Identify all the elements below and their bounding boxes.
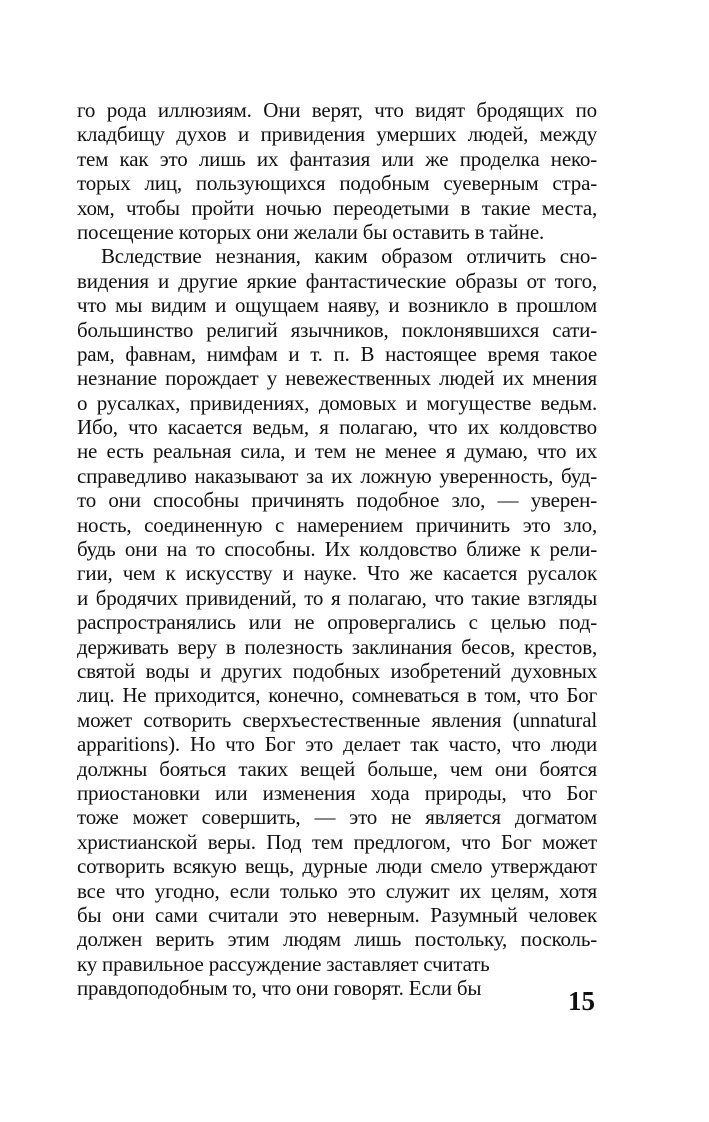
text-line: о русалках, привидениях, домовых и могуществе ведьм. [77, 390, 597, 415]
text-line: гии, чем к искусству и науке. Что же касается русалок [77, 561, 597, 586]
text-line: бы они сами считали это неверным. Разумный человек [77, 902, 597, 927]
page-number: 15 [568, 986, 595, 1016]
text-line: должны бояться таких вещей больше, чем они боятся [77, 756, 597, 781]
body-text [77, 98, 597, 1000]
text-line: может сотворить сверхъестественные явления (unnatural [77, 707, 597, 732]
text-line: рам, фавнам, нимфам и т. п. В настоящее время такое [77, 341, 597, 366]
text-line: кладбищу духов и привидения умерших людей, между [77, 122, 597, 147]
text-line: правдоподобным то, что они говорят. Если бы [77, 976, 482, 1001]
text-line: распространялись или не опровергались с целью под- [77, 610, 597, 635]
text-line: сотворить всякую вещь, дурные люди смело утверждают [77, 854, 597, 879]
text-line: все что угодно, если только это служит их целям, хотя [77, 878, 597, 903]
text-line: держивать веру в полезность заклинания бесов, крестов, [77, 634, 597, 659]
text-line: хом, чтобы пройти ночью переодетыми в такие места, [77, 195, 597, 220]
text-line: лиц. Не приходится, конечно, сомневаться в том, что Бог [77, 683, 597, 708]
text-line: го рода иллюзиям. Они верят, что видят бродящих по [77, 98, 597, 122]
text-line: торых лиц, пользующихся подобным суеверным стра- [77, 171, 597, 196]
text-line: ку правильное рассуждение заставляет считать [77, 951, 490, 976]
text-line: Ибо, что касается ведьм, я полагаю, что их колдовство [77, 415, 597, 440]
text-line: то они способны причинять подобное зло, — уверен- [77, 488, 597, 513]
text-line: видения и другие яркие фантастические образы от того, [77, 268, 597, 293]
text-line: ность, соединенную с намерением причинить это зло, [77, 512, 597, 537]
text-line: большинство религий язычников, поклонявшихся сати- [77, 317, 597, 342]
text-line: должен верить этим людям лишь постольку, посколь- [77, 927, 597, 952]
text-line: тоже может совершить, — это не является догматом [77, 805, 597, 830]
text-line: незнание порождает у невежественных людей их мнения [77, 366, 597, 391]
text-line: Вследствие незнания, каким образом отличить сно- [101, 244, 597, 269]
text-line: святой воды и других подобных изобретений духовных [77, 658, 597, 683]
text-line: справедливо наказывают за их ложную уверенность, буд- [77, 463, 597, 488]
text-line: не есть реальная сила, и тем не менее я думаю, что их [77, 439, 597, 464]
text-line: и бродячих привидений, то я полагаю, что такие взгляды [77, 585, 597, 610]
text-line: приостановки или изменения хода природы, что Бог [77, 780, 597, 805]
text-line: посещение которых они желали бы оставить в тайне. [77, 219, 545, 244]
text-line: тем как это лишь их фантазия или же проделка неко- [77, 146, 597, 171]
text-line: apparitions). Но что Бог это делает так часто, что люди [77, 732, 597, 757]
text-line: будь они на то способны. Их колдовство ближе к рели- [77, 537, 597, 562]
text-line: что мы видим и ощущаем наяву, и возникло в прошлом [77, 293, 597, 318]
text-line: христианской веры. Под тем предлогом, что Бог может [77, 829, 597, 854]
